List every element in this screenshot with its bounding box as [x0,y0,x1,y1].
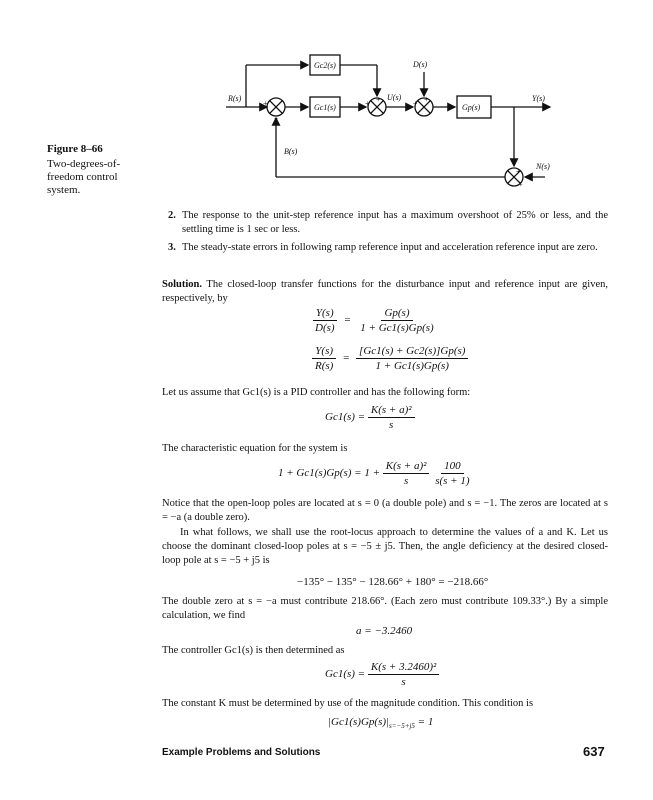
equation-1: $\frac{Y(s)}{D(s)}$ = $\frac{Gp(s)}{1 + Gc1(s)Gp(s)}$ [312,307,437,334]
item-number: 2. [168,210,176,221]
root-locus-paragraph: In what follows, we shall use the root-locus approach to determine the values of a and K. Let us choose the dominant closed-loop poles at s = −5 ± j5. Then, the angle deficiency at the desired closed-loop pole at s = −5 + j5 is [162,527,608,566]
sign-plus: + [376,95,381,104]
eq4-lhs: 1 + Gc1(s)Gp(s) = 1 + [278,467,381,480]
eq8-main: |Gc1(s)Gp(s)| [328,716,390,728]
page-number: 637 [583,744,605,759]
magnitude-paragraph: The constant K must be determined by use of the magnitude condition. This condition is [162,698,534,709]
eq3-den: s [389,419,394,431]
sign-plus: + [424,95,429,104]
list-item-3 [168,241,608,255]
b-label: B(s) [284,147,298,156]
char-eq-paragraph: The characteristic equation for the system is [162,443,348,454]
item-number: 3. [168,242,176,253]
eq2-lhs-num: Y(s) [312,345,336,359]
eq8-rhs: = 1 [414,716,434,728]
eq8-sub: s=−5+j5 [389,722,415,731]
equation-4 [278,460,473,487]
eq3-num: K(s + a)² [368,404,415,418]
sign-plus: + [263,99,268,108]
figure-title: Figure 8–66 [47,143,103,155]
equation-7 [325,661,439,688]
eq1-rhs-num: Gp(s) [381,307,412,321]
running-footer: Example Problems and Solutions [162,747,321,758]
solution-label: Solution. [162,279,202,290]
eq1-lhs-den: D(s) [315,322,335,334]
figure-caption: Two-degrees-of-freedom control system. [47,158,121,196]
eq4-num2: 100 [441,460,464,474]
eq2-rhs-num: [Gc1(s) + Gc2(s)]Gp(s) [356,345,468,359]
eq3-lhs: Gc1(s) = [325,411,366,424]
equation-5: −135° − 135° − 128.66° + 180° = −218.66° [297,576,489,588]
eq1-lhs-num: Y(s) [313,307,337,321]
eq4-den2: s(s + 1) [435,475,470,487]
solution-text: The closed-loop transfer functions for the disturbance input and reference input are given, respectively, by [162,279,608,304]
sign-plus: + [365,99,370,108]
list-item-2 [168,209,608,237]
sign-plus: + [413,99,418,108]
eq4-num1: K(s + a)² [383,460,430,474]
gc2-label: Gc2(s) [314,61,336,70]
solution-paragraph [162,278,608,306]
item-text: The response to the unit-step reference input has a maximum overshoot of 25% or less, and the settling time is 1 sec or less. [182,210,608,235]
equation-2: $\frac{Y(s)}{R(s)}$ = $\frac{[Gc1(s) + Gc2(s)]Gp(s)}{1 + Gc1(s)Gp(s)}$ [312,345,468,372]
equation-8 [328,716,433,730]
eq7-num: K(s + 3.2460)² [368,661,439,675]
controller-paragraph: The controller Gc1(s) is then determined as [162,645,345,656]
sign-minus: − [274,114,279,123]
eq1-rhs-den: 1 + Gc1(s)Gp(s) [360,322,434,334]
d-label: D(s) [413,60,428,69]
poles-paragraph: Notice that the open-loop poles are located at s = 0 (a double pole) and s = −1. The zeros are located at s = −a (a double zero). [162,498,608,523]
pid-paragraph: Let us assume that Gc1(s) is a PID controller and has the following form: [162,387,471,398]
double-zero-paragraph: The double zero at s = −a must contribute 218.66°. (Each zero must contribute 109.33°.) By a simple calculation, we find [162,596,608,621]
gc1-label: Gc1(s) [314,103,336,112]
sign-plus: + [518,180,523,189]
eq7-lhs: Gc1(s) = [325,668,366,681]
r-label: R(s) [228,94,242,103]
item-text: The steady-state errors in following ramp reference input and acceleration reference input are zero. [182,242,598,253]
eq7-den: s [401,676,406,688]
n-label: N(s) [536,162,550,171]
u-label: U(s) [387,93,402,102]
equation-6: a = −3.2460 [356,625,413,637]
y-label: Y(s) [532,94,545,103]
eq4-den1: s [403,475,409,487]
sign-plus: + [516,167,521,176]
gp-label: Gp(s) [462,103,481,112]
equation-3 [325,404,415,431]
eq2-rhs-den: 1 + Gc1(s)Gp(s) [375,360,449,372]
eq2-lhs-den: R(s) [315,360,334,372]
block-diagram [220,40,560,200]
